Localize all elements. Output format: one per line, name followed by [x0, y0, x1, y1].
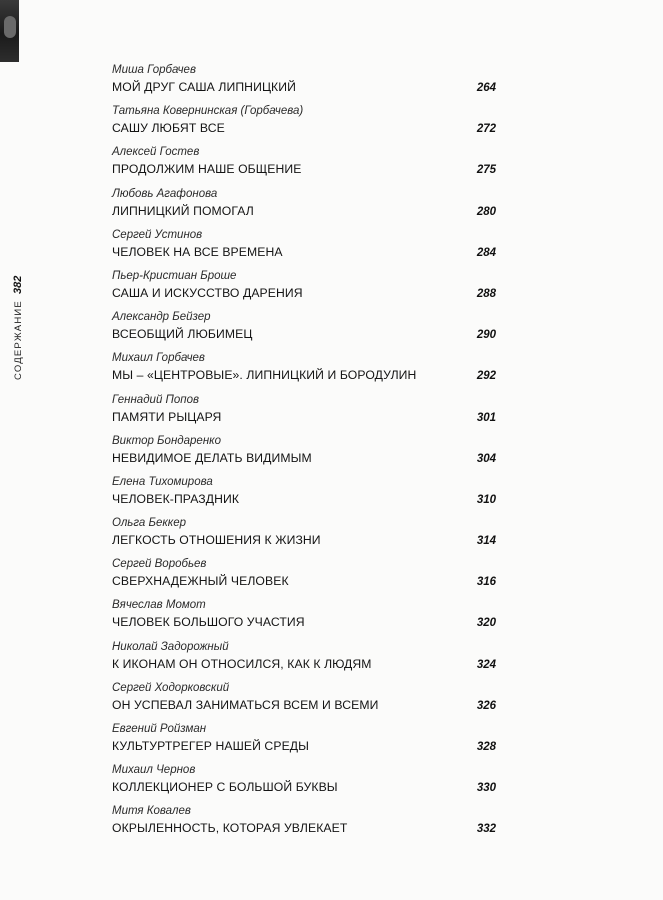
toc-entry [112, 310, 496, 351]
entry-title-row [112, 121, 496, 135]
entry-title-row [112, 698, 496, 712]
entry-author: Миша Горбачев [112, 64, 196, 76]
entry-title: КОЛЛЕКЦИОНЕР С БОЛЬШОЙ БУКВЫ [112, 780, 338, 795]
toc-entry [112, 516, 496, 557]
entry-page: 288 [476, 287, 496, 300]
entry-title: К ИКОНАМ ОН ОТНОСИЛСЯ, КАК К ЛЮДЯМ [112, 656, 372, 671]
entry-title: ЧЕЛОВЕК НА ВСЕ ВРЕМЕНА [112, 244, 283, 259]
entry-title-row [112, 780, 496, 794]
entry-author: Ольга Беккер [112, 517, 187, 530]
entry-title-row [112, 368, 496, 382]
entry-title: МОЙ ДРУГ САША ЛИПНИЦКИЙ [112, 80, 296, 94]
entry-page: 272 [476, 123, 496, 136]
entry-title-row [112, 327, 496, 341]
entry-author: Любовь Агафонова [112, 187, 218, 200]
entry-page: 326 [476, 699, 496, 712]
toc-entry [112, 640, 496, 681]
entry-page: 290 [476, 329, 496, 342]
entry-author: Татьяна Ковернинская (Горбачева) [112, 105, 304, 118]
entry-page: 320 [476, 617, 496, 630]
entry-title: ПАМЯТИ РЫЦАРЯ [112, 409, 222, 424]
entry-author: Геннадий Попов [112, 393, 199, 406]
toc-entry [112, 269, 496, 310]
entry-page: 314 [476, 535, 496, 548]
page-number: 382 [12, 275, 24, 295]
entry-page: 310 [476, 493, 496, 506]
entry-title: КУЛЬТУРТРЕГЕР НАШЕЙ СРЕДЫ [112, 739, 310, 753]
entry-title: ЛИПНИЦКИЙ ПОМОГАЛ [112, 203, 254, 218]
entry-page: 301 [476, 411, 496, 424]
portrait-image [4, 16, 16, 38]
toc-entry [112, 63, 496, 104]
entry-title: САШУ ЛЮБЯТ ВСЕ [112, 121, 225, 136]
toc-entry [112, 598, 496, 639]
entry-page: 328 [476, 741, 496, 753]
entry-title-row [112, 286, 496, 300]
entry-author: Сергей Воробьев [112, 558, 207, 571]
running-header [12, 276, 24, 380]
entry-title: МЫ – «ЦЕНТРОВЫЕ». ЛИПНИЦКИЙ И БОРОДУЛИН [112, 368, 417, 383]
entry-author: Александр Бейзер [112, 311, 211, 324]
toc-entry [112, 104, 496, 145]
toc-entry [112, 434, 496, 475]
entry-author: Михаил Горбачев [112, 352, 205, 365]
toc-entry [112, 722, 496, 763]
toc-entry [112, 228, 496, 269]
entry-author: Пьер-Кристиан Броше [112, 269, 237, 282]
table-of-contents [112, 63, 496, 846]
entry-title-row [112, 492, 496, 506]
entry-title: ОН УСПЕВАЛ ЗАНИМАТЬСЯ ВСЕМ И ВСЕМИ [112, 697, 379, 712]
entry-title-row [112, 162, 496, 176]
entry-author: Евгений Ройзман [112, 723, 207, 735]
entry-page: 284 [476, 246, 496, 259]
entry-page: 324 [476, 658, 496, 671]
section-title: СОДЕРЖАНИЕ [13, 300, 24, 380]
entry-title-row [112, 410, 496, 424]
entry-title: НЕВИДИМОЕ ДЕЛАТЬ ВИДИМЫМ [112, 450, 312, 465]
entry-title-row [112, 533, 496, 547]
entry-title: САША И ИСКУССТВО ДАРЕНИЯ [112, 285, 303, 300]
entry-title: ЧЕЛОВЕК-ПРАЗДНИК [112, 491, 240, 506]
entry-title: ЧЕЛОВЕК БОЛЬШОГО УЧАСТИЯ [112, 615, 305, 630]
entry-page: 332 [476, 823, 496, 836]
entry-title: ПРОДОЛЖИМ НАШЕ ОБЩЕНИЕ [112, 162, 302, 177]
entry-title-row [112, 615, 496, 629]
toc-entry [112, 145, 496, 186]
entry-page: 275 [476, 164, 496, 177]
entry-title-row [112, 451, 496, 465]
entry-title-row [112, 245, 496, 259]
entry-page: 292 [476, 370, 496, 383]
toc-entry [112, 681, 496, 722]
entry-title-row [112, 821, 496, 835]
entry-title: СВЕРХНАДЕЖНЫЙ ЧЕЛОВЕК [112, 574, 289, 589]
toc-entry [112, 763, 496, 804]
toc-entry [112, 187, 496, 228]
toc-entry [112, 557, 496, 598]
entry-page: 316 [476, 576, 496, 589]
entry-page: 304 [476, 452, 496, 465]
entry-author: Николай Задорожный [112, 640, 229, 653]
entry-author: Сергей Устинов [112, 228, 203, 241]
entry-page: 264 [476, 82, 496, 94]
entry-title-row [112, 574, 496, 588]
entry-author: Сергей Ходорковский [112, 681, 230, 694]
entry-title: ВСЕОБЩИЙ ЛЮБИМЕЦ [112, 327, 253, 342]
entry-title-row [112, 204, 496, 218]
entry-title: ОКРЫЛЕННОСТЬ, КОТОРАЯ УВЛЕКАЕТ [112, 821, 348, 836]
toc-entry [112, 393, 496, 434]
entry-author: Михаил Чернов [112, 764, 196, 777]
entry-author: Виктор Бондаренко [112, 434, 221, 447]
entry-title-row [112, 80, 496, 94]
corner-photo-thumbnail [0, 0, 19, 62]
entry-author: Елена Тихомирова [112, 475, 213, 488]
entry-title-row [112, 657, 496, 671]
toc-entry [112, 804, 496, 845]
toc-entry [112, 475, 496, 516]
entry-author: Митя Ковалев [112, 805, 191, 818]
entry-page: 280 [476, 205, 496, 218]
entry-author: Алексей Гостев [112, 146, 200, 159]
toc-entry [112, 351, 496, 392]
entry-title-row [112, 739, 496, 753]
entry-page: 330 [476, 782, 496, 795]
entry-title: ЛЕГКОСТЬ ОТНОШЕНИЯ К ЖИЗНИ [112, 533, 321, 548]
entry-author: Вячеслав Момот [112, 599, 206, 612]
